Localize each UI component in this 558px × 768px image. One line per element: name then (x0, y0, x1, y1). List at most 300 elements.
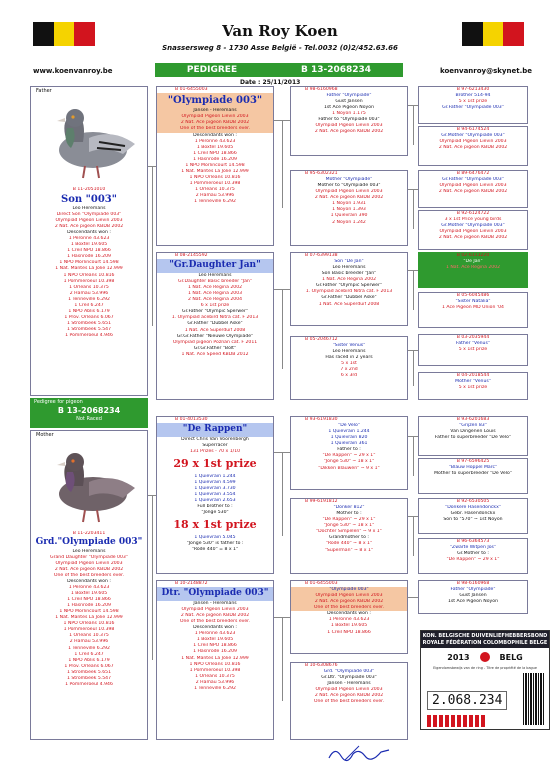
card-ring: B 01-6455003 (175, 87, 208, 92)
card-line: "Rode 440" = 8 x 1° (191, 546, 239, 552)
father-line: 1 Creil NPO 18.866 (67, 248, 111, 254)
card-line: "Zwarte Witpen Jos" (449, 545, 497, 551)
certificate-title-nl: KON. BELGISCHE DUIVENLIEFHEBBERSBOND (422, 633, 548, 639)
card-line: "De Jan" (463, 259, 483, 265)
pedigree-for-ring: B 13-2068234 (57, 405, 121, 415)
card-line: "Jonge 530" ~ 18 x 1° (323, 459, 375, 465)
card-line: 1 Tenneville 6.292 (194, 685, 236, 691)
card-ring: B 93-6201683 (456, 417, 490, 422)
card-line: Father "Venus" (456, 341, 490, 347)
belgian-flag-right (462, 22, 524, 46)
pedigree-ring: B 13-2068234 (300, 65, 372, 75)
card-ring: B 05-2046712 (305, 337, 338, 342)
father-line: Direct Son "Olympiade 003" (56, 211, 122, 217)
card-line: Gr.Father "Olympic Sperwer" (316, 283, 382, 289)
father-line: 1 Orleans 10.375 (69, 284, 109, 290)
card-line: 1 Quievrain 390 (330, 213, 368, 219)
card-line: 1 Nat. Ace Regina 2002 (445, 265, 501, 271)
card-ring: B 92-6530505 (456, 499, 490, 504)
card-line: 1 Nat. Ace Superduif 2008 (318, 301, 380, 307)
card-line: "Blauw Hoppel Marc" (448, 465, 498, 471)
card-line: Gr.Gr.Father "Bolt" (193, 345, 237, 351)
card-line: 2 Nat. Ace pigeon KBDB 2002 (438, 145, 508, 151)
not-raced-label: Not Raced (76, 416, 102, 423)
card-line: 1 Ace Pigeon MD Union '04 (442, 305, 504, 311)
connector-line (413, 189, 414, 229)
certificate-year: 2013 (447, 652, 470, 662)
card-line: 1 Nat. Ace Regina 2003 (187, 291, 243, 297)
card-line: Mother to superbreeder "De Velo" (434, 471, 512, 477)
card-line: 1 Boxtel 19.605 (330, 623, 368, 629)
certificate-title-fr: ROYALE FÉDÉRATION COLOMBOPHILE BELGE (422, 639, 548, 646)
card-line: 1 Pommeroeul 10.398 (189, 181, 241, 186)
card-line: Olympiad Pigeon Lievin 2003 (157, 114, 273, 120)
card-line: Mother "Venus" (455, 379, 491, 385)
father-line: 1 Prov. Orleans 6.067 (64, 314, 114, 320)
mother-photo (31, 439, 147, 531)
connector-line (282, 120, 283, 208)
federation-logo-icon (480, 652, 490, 662)
card-line: Gr.Father "Olympiade 003" (442, 105, 504, 111)
card-ring: B 01-4013530 (175, 417, 208, 422)
mother-line: 1 Strombeek 5.547 (66, 675, 111, 681)
mother-name: Grd."Olympiade 003" (35, 536, 143, 547)
card-line: 1 Quievrain 5.045 (194, 534, 236, 540)
card-line: Gust Jansen (335, 99, 363, 105)
card-line: One of the best breeders ever. (291, 605, 407, 611)
barcode-icon (523, 673, 545, 725)
father-line: Descendants won : (67, 230, 111, 236)
card-line: 1 Quievrain 820 (330, 435, 368, 441)
pigeon-photo-icon (37, 442, 141, 528)
ancestor-card-small (418, 170, 528, 208)
mother-line: 1 Strombeek 5.651 (66, 669, 111, 675)
card-ring: B 01-6455003 (305, 581, 338, 586)
ancestor-card-small (418, 416, 528, 456)
card-ring: B 10-2148872 (175, 581, 208, 586)
card-line: 1 Quievrain 1.244 (328, 429, 370, 435)
card-line: 1 Nat. Ace Superduif 2008 (184, 327, 246, 333)
card-title: Mother "Olympiade" (325, 177, 373, 183)
card-line: 1 Noyon 1.393 (332, 207, 366, 213)
card-line: Mother to "Olympiade 003" (317, 183, 381, 189)
card-line: 1 Peronne 43.623 (194, 631, 236, 637)
father-line: 1 NPO Morlincourt 14.598 (59, 260, 119, 266)
card-ring: B 04-2018544 (456, 373, 490, 378)
ancestor-card (290, 336, 408, 400)
father-line: 1 NPO Orleans 10.816 (63, 272, 115, 278)
card-line: Gust Jansen (459, 593, 487, 599)
father-line: 1 NPO Ablis 6.179 (68, 308, 110, 314)
card-line: 5 x 1st prize (458, 99, 488, 105)
card-line: One of the best breeders ever. (313, 699, 385, 705)
card-line: 1 Quievrain 4.599 (194, 479, 236, 485)
card-line: Olympiad Pigeon Lievin 2003 (439, 183, 507, 189)
card-line: Gebr. Hasendonckx (450, 511, 496, 517)
mother-line: 2 Nat. Ace pigeon KBDB 2002 (54, 566, 124, 572)
ancestor-card (290, 170, 408, 246)
email[interactable]: koenvanroy@skynet.be (440, 67, 532, 75)
card-line: Jansen - Heremans (193, 600, 237, 606)
mother-line: 1 NPO Ablis 6.179 (68, 657, 110, 663)
card-line: 2 Nat. Ace pigeon KBDB 2002 (314, 195, 384, 201)
card-line: Descendants won : (193, 132, 237, 138)
card-line: Gr.Dtr. "Olympiade 003" (321, 675, 377, 681)
ancestor-card-small-highlight (418, 252, 528, 288)
granddam-maternal-card (156, 580, 274, 740)
card-line: 2 Nat. Ace pigeon KBDB 2002 (291, 599, 407, 605)
connector-line (282, 452, 283, 536)
ancestor-card (290, 580, 408, 654)
card-line: One of the best breeders ever. (179, 619, 251, 625)
father-line: 1 Pommeroeul 10.398 (63, 278, 115, 284)
father-line: 1 Nat. Mantes La Jolie 12.999 (55, 266, 123, 272)
breeder-address: Snassersweg 8 - 1730 Asse België - Tel.0032 (0)2/452.63.66 (162, 44, 398, 52)
mother-line: 1 Hasnrode 16.209 (67, 603, 111, 609)
certificate-caption: Eigendomsbewijs van de ring - Titre de propriété de la bague (433, 666, 537, 670)
card-line: Father to "Olympiade 003" (318, 117, 380, 123)
ancestor-card (290, 662, 408, 740)
card-line: "Donkere Hasendonckx" (445, 505, 501, 511)
father-photo (31, 95, 147, 187)
card-line: Olympiad Pigeon Lievin 2003 (181, 607, 249, 612)
father-line: 1 Strombeek 5.547 (66, 327, 111, 333)
card-line: 1 Quievrain 2.653 (194, 497, 236, 503)
card-line: Olympiad Pigeon Lievin 2003 (315, 189, 383, 195)
card-ring: B 98-6160968 (456, 581, 490, 586)
ancestor-card-small (418, 334, 528, 366)
card-line: Leo Heremans (332, 349, 366, 355)
card-line: Olympiad Pigeon Lievin 2003 (439, 139, 507, 145)
ancestor-card-small (418, 372, 528, 400)
website[interactable]: www.koenvanroy.be (33, 67, 113, 75)
card-line: Gr.Daughter Basic breeder "Jan" (178, 279, 252, 284)
mother-ring: B 11-2203411 (72, 530, 106, 536)
certificate-year-row (421, 648, 549, 666)
card-line: "Jonge 530" is father to : (186, 540, 244, 546)
card-line: 1 Orleans 10.375 (195, 187, 235, 193)
card-line: Gr.Mother "Olympiade 003" (441, 133, 505, 139)
card-line: 2 Nat. Ace pigeon KBDB 2002 (180, 613, 250, 619)
card-ring: B 97-6213430 (456, 87, 490, 92)
card-ring: B 08-2145592 (175, 253, 208, 258)
mother-details (31, 549, 147, 688)
pedigree-label: PEDIGREE (186, 65, 238, 75)
certificate-country: BELG (499, 652, 523, 662)
pedigree-date: Date : 25/11/2013 (240, 79, 301, 86)
card-line: "De Rappen" ~ 29 x 1° (322, 517, 376, 523)
card-line: "Jonge 530" (201, 510, 229, 516)
ancestor-card-small (418, 498, 528, 534)
card-line: Gr.Mother to : (457, 551, 489, 557)
card-line: 6 x 3rd (340, 373, 358, 379)
mother-label: Mother (36, 432, 54, 438)
father-line: 2 Hamau 53.996 (69, 290, 109, 296)
mother-line: Olympiad Pigeon Lievin 2003 (55, 560, 123, 566)
connector-line (413, 516, 414, 556)
card-line: "Dikken Blauwen" ~ 9 x 1° (318, 465, 380, 471)
card-line: 2 Hamau 53.996 (195, 193, 235, 199)
ancestor-card (290, 416, 408, 490)
connector-line (413, 270, 414, 310)
card-line: Gr.Gr.Father "Nieuwe Olympiade" (176, 333, 254, 339)
card-line: Father "Olympiade" (450, 587, 496, 593)
card-ring: B 07-6399138 (305, 253, 338, 258)
breeder-name: Van Roy Koen (222, 22, 338, 40)
card-line: "Jonge 530" ~ 18 x 1° (323, 523, 375, 529)
card-line: 5 x 1st prize (458, 347, 488, 353)
father-line: 1 Creil 6.247 (74, 302, 104, 308)
mother-line: 1 Prov. Orleans 6.067 (64, 663, 114, 669)
card-ring: B 93-6191830 (305, 417, 338, 422)
pedigree-banner (155, 63, 403, 77)
card-line: Has raced in 2 years (325, 355, 373, 361)
prize-highlight: 29 x 1st prize (173, 457, 257, 471)
father-label: Father (36, 88, 52, 94)
mother-card (30, 430, 148, 740)
connector-line (152, 166, 153, 326)
card-line: 1 Quievrain 3.730 (194, 485, 236, 491)
card-ring: B 92-6124722 (456, 211, 490, 216)
card-ring: B 10-6308676 (305, 663, 338, 668)
card-ring: B 96-6364573 (456, 539, 490, 544)
stamp-stripes (427, 715, 487, 727)
card-line: 1 NPO Orleans 10.816 (189, 661, 241, 667)
mother-line: 1 Tenneville 6.292 (68, 645, 110, 651)
card-line: "Rode 440" ~ 8 x 1° (325, 541, 373, 547)
mother-line: Grand Daughter "Olympiade 003" (50, 554, 128, 560)
grandsire-paternal-card (156, 86, 274, 246)
ancestor-card-small (418, 580, 528, 614)
card-line: 6 x 1st prize (200, 303, 230, 309)
card-line: Gr.Mother "Olympiade 003" (441, 223, 505, 229)
card-line: Gr.Father "Olympic Sperwer" (182, 309, 248, 315)
mother-line: One of the best breeders ever. (53, 572, 125, 578)
card-line: 1 Orleans 10.375 (195, 673, 235, 679)
card-line: 1 Boxtel 19.605 (196, 144, 234, 150)
card-name: "De Rappen" (157, 423, 273, 437)
connector-line (413, 436, 414, 476)
card-title: Son "De Jan" (334, 259, 364, 265)
card-name: "Gr.Daughter Jan" (157, 259, 273, 273)
card-line: Jansen - Heremans (327, 681, 371, 687)
father-line: Olympiad Pigeon Lievin 2003 (55, 217, 123, 223)
father-line: 2 Nat. Ace pigeon KBDB 2002 (54, 224, 124, 230)
card-line: 1 Boxtel 19.605 (196, 637, 234, 643)
card-line: 2 Nat. Ace Regina 2004 (187, 297, 243, 303)
card-line: Jansen - Heremans (157, 108, 273, 114)
connector-line (282, 289, 283, 369)
card-line: 1 Creil NPO 18.866 (193, 643, 237, 649)
father-ring: B 11-2051010 (72, 186, 106, 192)
mother-line: 2 Hamau 53.996 (69, 639, 109, 645)
ancestor-card-small (418, 86, 528, 124)
prize-highlight: 18 x 1st prize (173, 518, 257, 532)
mother-line: 1 Boxtel 19.605 (70, 590, 108, 596)
card-line: Olympiad Pigeon Lievin 2003 (291, 593, 407, 599)
card-title: Grd. "Olympiade 003" (323, 669, 375, 675)
card-line: Brother 514-94 (455, 93, 491, 99)
card-line: 131 Prizes - 70 x 1/10 (189, 449, 241, 455)
mother-line: 1 NPO Orleans 10.816 (63, 621, 115, 627)
father-line: 1 Pommeroeul 4.946 (65, 333, 113, 339)
card-line: 1 Hasnrode 16.209 (193, 649, 237, 655)
card-title: Father "Olympiade" (326, 93, 372, 99)
pigeon-photo-icon (37, 98, 141, 184)
card-line: Gr.Father "Dubbel Aske" (321, 295, 377, 301)
card-line: "Dochter Simpelen" ~ 9 x 1° (316, 529, 382, 535)
ancestor-card-small (418, 458, 528, 494)
card-line: 1 Nat. Ace Speed KBDB 2012 (181, 351, 249, 357)
card-ring: B 95-6302321 (305, 171, 338, 176)
card-line: 3 x 1st Price young birds (444, 217, 502, 223)
belgian-flag-left (33, 22, 95, 46)
pedigree-for-box (30, 398, 148, 428)
card-line: 1 Noyon 1.175 (332, 111, 366, 117)
card-line: 2 Nat. Ace pigeon KBDB 2002 (157, 120, 273, 126)
connector-line (282, 617, 283, 701)
card-title: "De Velo" (338, 423, 360, 429)
mother-line: 1 NPO Morlincourt 14.598 (59, 609, 119, 615)
card-line: Descendants won : (193, 625, 237, 631)
card-line: "Sister Natalia" (455, 299, 491, 305)
card-line: "De Rappen" ~ 29 x 1° (322, 453, 376, 459)
card-line: Descendants won : (327, 611, 371, 617)
ancestor-card-small (418, 538, 528, 574)
ancestor-card-small (418, 126, 528, 166)
card-line: 2 Nat. Ace pigeon KBDB 2002 (314, 693, 384, 699)
mother-line: Descendants won : (67, 578, 111, 584)
card-line: 1 Peronne 43.623 (328, 617, 370, 623)
card-name: Dtr. "Olympiade 003" (157, 587, 273, 601)
card-line: 1 Quievrain 361 (330, 441, 368, 447)
card-line: 2 Nat. Ace pigeon KBDB 2002 (438, 235, 508, 241)
card-line: 1. Olympiad acebird Nitra cat. F 2013 (171, 315, 259, 321)
mother-line: 1 Peronne 43.623 (68, 584, 110, 590)
card-line: 1st Ace Pigeon Noyon (447, 599, 498, 605)
grandsire-maternal-card (156, 416, 274, 574)
card-line: Olympiad Pigeon Lievin 2003 (315, 687, 383, 693)
card-line: 2 Nat. Ace pigeon KBDB 2002 (438, 189, 508, 195)
card-name: "Olympiade 003" (157, 93, 273, 108)
ancestor-card (290, 252, 408, 326)
card-line: "De Rappen" ~ 29 x 1° (446, 557, 500, 563)
father-name: Son "003" (61, 193, 117, 205)
father-line: Leo Heremans (72, 205, 106, 211)
ancestor-card-small (418, 210, 528, 250)
signature-icon (325, 742, 395, 764)
certificate-number: 2.068.234 (427, 691, 507, 710)
card-line: Mother to : (336, 511, 362, 517)
card-line: Son to "570" ~ 1st Noyon (443, 517, 503, 523)
ring-certificate (420, 630, 550, 730)
father-line: 1 Peronne 43.623 (68, 236, 110, 242)
card-ring: B 89-6476472 (456, 171, 490, 176)
card-line: Leo Heremans (198, 272, 232, 278)
father-line: 1 Tenneville 6.292 (68, 296, 110, 302)
card-line: 1 Creil NPO 18.866 (193, 150, 237, 156)
mother-line: 1 Creil 6.247 (74, 651, 104, 657)
father-line: 1 Boxtel 19.605 (70, 242, 108, 248)
card-ring: B 98-6160968 (305, 87, 338, 92)
mother-line: 1 Nat. Mantes La Jolie 12.999 (55, 615, 123, 621)
card-line: One of the best breeders ever. (157, 126, 273, 132)
card-line: Van Dingenen Louis (450, 429, 496, 435)
card-line: 1 Creil NPO 18.866 (327, 629, 371, 635)
card-ring: B 99-6191812 (305, 499, 338, 504)
card-line: 1 Tenneville 6.292 (194, 199, 236, 205)
connector-line (413, 350, 414, 386)
card-ring: B 02-6113220 (456, 253, 490, 258)
card-line: Full brother to : (197, 503, 233, 509)
card-line: 1 Noyon 1.931 (332, 201, 366, 207)
connector-line (413, 105, 414, 145)
connector-line (408, 597, 418, 598)
father-card (30, 86, 148, 396)
card-line: Grandmother to : (329, 535, 369, 541)
mother-line: 1 Pommeroeul 10.398 (63, 627, 115, 633)
card-title: "Sister Venus" (332, 343, 366, 349)
card-line: Olympiad Pigeon Lievin 2003 (439, 229, 507, 235)
card-ring: B 03-2035944 (456, 335, 490, 340)
card-line: 1 Quievrain 1.244 (194, 473, 236, 479)
card-line: "Superman" ~ 8 x 1° (324, 547, 374, 553)
card-line: Leo Heremans (332, 265, 366, 271)
father-details (31, 206, 147, 339)
card-line: 1 Nat. Mantes La Jolie 12.999 (181, 655, 249, 661)
card-line: 1st Ace Pigeon Noyon (323, 105, 374, 111)
ancestor-card (290, 498, 408, 574)
card-line: "Grijzen 83" (459, 423, 487, 429)
card-line: Gr.Father "Dubbel Aske" (187, 321, 243, 327)
ancestor-card (290, 86, 408, 156)
card-ring: B 05-6045486 (456, 293, 490, 298)
card-ring: B 94-6174524 (456, 127, 490, 132)
pedigree-for-label: Pedigree for pigeon (34, 399, 83, 405)
card-line: Son Basic breeder "Jan" (321, 271, 377, 277)
card-line: Father to superbreeder "De Velo" (434, 435, 512, 441)
father-line: 1 Hasnrode 16.209 (67, 254, 111, 260)
certificate-header (421, 631, 549, 648)
card-line: Direct Chris Van Voorenbergh (181, 436, 249, 442)
card-line: 2 Nat. Ace pigeon KBDB 2002 (314, 129, 384, 135)
ancestor-card-small (418, 292, 528, 328)
card-line: 7 x 2nd (340, 367, 358, 373)
card-line: 1 Nat. Ace Regina 2002 (187, 285, 243, 291)
connector-line (152, 495, 153, 660)
card-line: Father to : (337, 447, 361, 453)
card-line: Olympiad Pigeon Lievin 2003 (315, 123, 383, 129)
card-line: 1 NPO Morlincourt 14.598 (185, 162, 245, 168)
card-title: "Olympiade 003" (291, 587, 407, 593)
mother-line: Leo Heremans (72, 548, 106, 554)
card-line: 5 x 1st (341, 361, 357, 367)
mother-line: 1 Pommeroeul 4.946 (65, 681, 113, 687)
card-line: 1 Hasnrode 16.209 (193, 156, 237, 162)
father-line: 1 Strombeek 5.651 (66, 321, 111, 327)
card-line: 1 Nat. Mantes La Jolie 12.999 (181, 168, 249, 174)
card-ring: B 97-6596425 (456, 459, 490, 464)
card-line: 1 NPO Orleans 10.816 (189, 174, 241, 180)
mother-line: 1 Creil NPO 18.866 (67, 597, 111, 603)
mother-line: 1 Orleans 10.375 (69, 633, 109, 639)
card-line: 1 Nat. Ace Regina 2002 (321, 277, 377, 283)
card-line: 1 Peronne 43.623 (194, 138, 236, 144)
card-line: 2 Noyon 1.242 (332, 219, 366, 225)
card-line: 2 Hamau 53.996 (195, 679, 235, 685)
card-line: 1. Olympiad acebird Nitra cat. F 2013 (305, 289, 393, 295)
card-title: "Donker 812" (333, 505, 365, 511)
